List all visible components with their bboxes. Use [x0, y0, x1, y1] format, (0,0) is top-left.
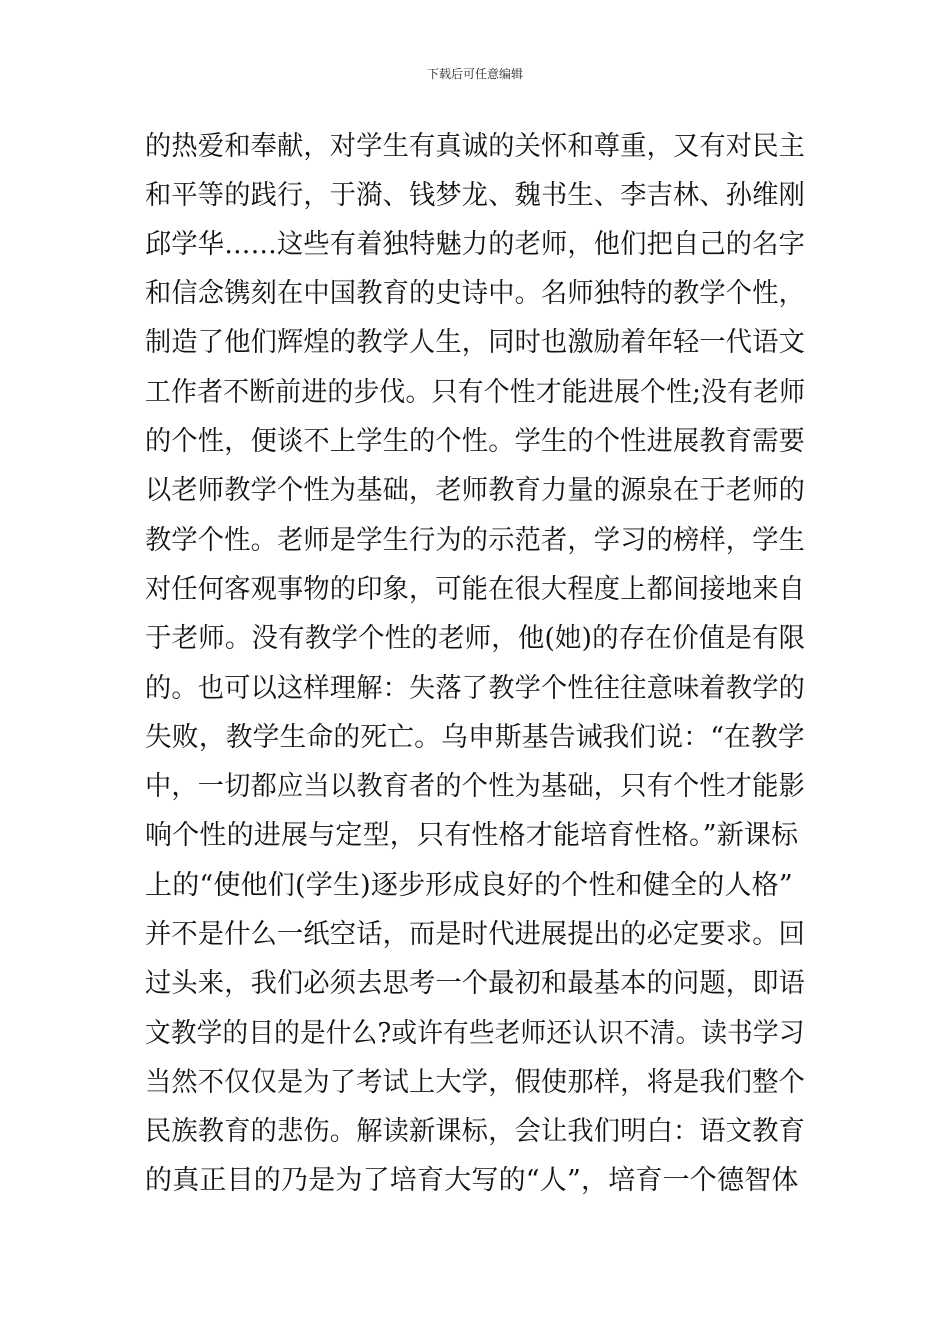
text-line: 于老师。没有教学个性的老师，他(她)的存在价值是有限: [145, 623, 806, 654]
text-line: 上的“使他们(学生)逐步形成良好的个性和健全的人格”: [145, 870, 793, 901]
text-line: 响个性的进展与定型，只有性格才能培育性格。”新课标: [145, 820, 799, 851]
text-line: 的真正目的乃是为了培育大写的“人”，培育一个德智体: [145, 1165, 799, 1196]
text-line: 并不是什么一纸空话，而是时代进展提出的必定要求。回: [145, 919, 806, 950]
text-line: 的个性，便谈不上学生的个性。学生的个性进展教育需要: [145, 426, 806, 457]
text-line: 对任何客观事物的印象，可能在很大程度上都间接地来自: [145, 574, 806, 605]
text-line: 的。也可以这样理解：失落了教学个性往往意味着教学的: [145, 673, 806, 704]
text-line: 和平等的践行，于漪、钱梦龙、魏书生、李吉林、孙维刚: [145, 180, 806, 211]
text-line: 的热爱和奉献，对学生有真诚的关怀和尊重，又有对民主: [145, 131, 806, 162]
text-line: 民族教育的悲伤。解读新课标，会让我们明白：语文教育: [145, 1116, 806, 1147]
text-line: 失败，教学生命的死亡。乌申斯基告诫我们说：“在教学: [145, 722, 805, 753]
text-line: 教学个性。老师是学生行为的示范者，学习的榜样，学生: [145, 525, 806, 556]
text-line: 邱学华……这些有着独特魅力的老师，他们把自己的名字: [145, 229, 806, 260]
text-line: 中，一切都应当以教育者的个性为基础，只有个性才能影: [145, 771, 806, 802]
text-line: 文教学的目的是什么?或许有些老师还认识不清。读书学习: [145, 1018, 805, 1049]
text-line: 制造了他们辉煌的教学人生，同时也激励着年轻一代语文: [145, 327, 806, 358]
text-line: 和信念镌刻在中国教育的史诗中。名师独特的教学个性，: [145, 278, 806, 309]
text-line: 以老师教学个性为基础，老师教育力量的源泉在于老师的: [145, 475, 806, 506]
text-line: 工作者不断前进的步伐。只有个性才能进展个性;没有老师: [145, 377, 806, 408]
text-line: 过头来，我们必须去思考一个最初和最基本的问题，即语: [145, 968, 806, 999]
page-header: 下载后可任意编辑: [426, 67, 523, 81]
text-line: 当然不仅仅是为了考试上大学，假使那样，将是我们整个: [145, 1067, 806, 1098]
